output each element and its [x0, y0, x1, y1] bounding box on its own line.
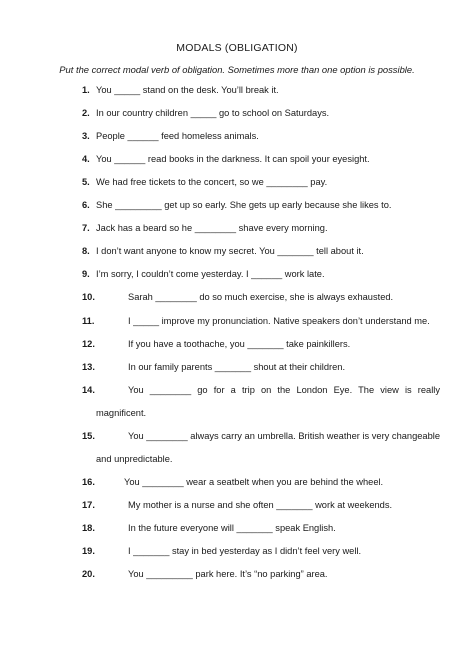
item-text: You _____ stand on the desk. You’ll break it. — [96, 85, 279, 95]
instructions: Put the correct modal verb of obligation. Sometimes more than one option is possible. — [59, 64, 415, 75]
item-text-continued: and unpredictable. — [96, 454, 173, 464]
item-number: 4. — [82, 154, 90, 164]
item-number: 5. — [82, 177, 90, 187]
item-number: 19. — [82, 546, 95, 556]
item-number: 12. — [82, 339, 95, 349]
item-number: 15. — [82, 431, 95, 441]
item-text: You _________ park here. It’s “no parking” area. — [128, 569, 328, 579]
item-text: You ________ always carry an umbrella. British weather is very changeable — [128, 431, 440, 441]
item-number: 6. — [82, 200, 90, 210]
item-number: 10. — [82, 292, 95, 302]
item-text: You ________ go for a trip on the London Eye. The view is really — [128, 385, 440, 395]
item-text: In our family parents _______ shout at their children. — [128, 362, 346, 372]
item-text: You ______ read books in the darkness. It can spoil your eyesight. — [96, 154, 370, 164]
item-text-continued: magnificent. — [96, 408, 147, 418]
item-number: 16. — [82, 477, 95, 487]
item-text: Sarah ________ do so much exercise, she is always exhausted. — [128, 292, 394, 302]
item-number: 17. — [82, 500, 95, 510]
item-number: 9. — [82, 269, 90, 279]
item-text: In the future everyone will _______ speak English. — [128, 523, 336, 533]
item-number: 20. — [82, 569, 95, 579]
item-text: I _______ stay in bed yesterday as I didn’t feel very well. — [128, 546, 362, 556]
item-text: I’m sorry, I couldn’t come yesterday. I ______ work late. — [96, 269, 325, 279]
item-text: She _________ get up so early. She gets up early because she likes to. — [96, 200, 392, 210]
item-text: I don’t want anyone to know my secret. You _______ tell about it. — [96, 246, 364, 256]
item-number: 2. — [82, 108, 90, 118]
page-title: MODALS (OBLIGATION) — [176, 42, 298, 54]
item-text: If you have a toothache, you _______ take painkillers. — [128, 339, 351, 349]
item-text: You ________ wear a seatbelt when you are behind the wheel. — [124, 477, 384, 487]
item-number: 1. — [82, 85, 90, 95]
item-text: I _____ improve my pronunciation. Native speakers don’t understand me. — [128, 316, 430, 326]
exercise-item — [0, 431, 474, 471]
item-number: 7. — [82, 223, 90, 233]
item-number: 3. — [82, 131, 90, 141]
item-number: 11. — [82, 316, 95, 326]
item-text: We had free tickets to the concert, so we ________ pay. — [96, 177, 328, 187]
item-text: My mother is a nurse and she often _______ work at weekends. — [128, 500, 393, 510]
item-number: 13. — [82, 362, 95, 372]
item-text: People ______ feed homeless animals. — [96, 131, 259, 141]
item-number: 8. — [82, 246, 90, 256]
item-number: 14. — [82, 385, 95, 395]
item-text: Jack has a beard so he ________ shave every morning. — [96, 223, 328, 233]
item-text: In our country children _____ go to school on Saturdays. — [96, 108, 330, 118]
item-number: 18. — [82, 523, 95, 533]
exercise-item — [0, 385, 474, 425]
